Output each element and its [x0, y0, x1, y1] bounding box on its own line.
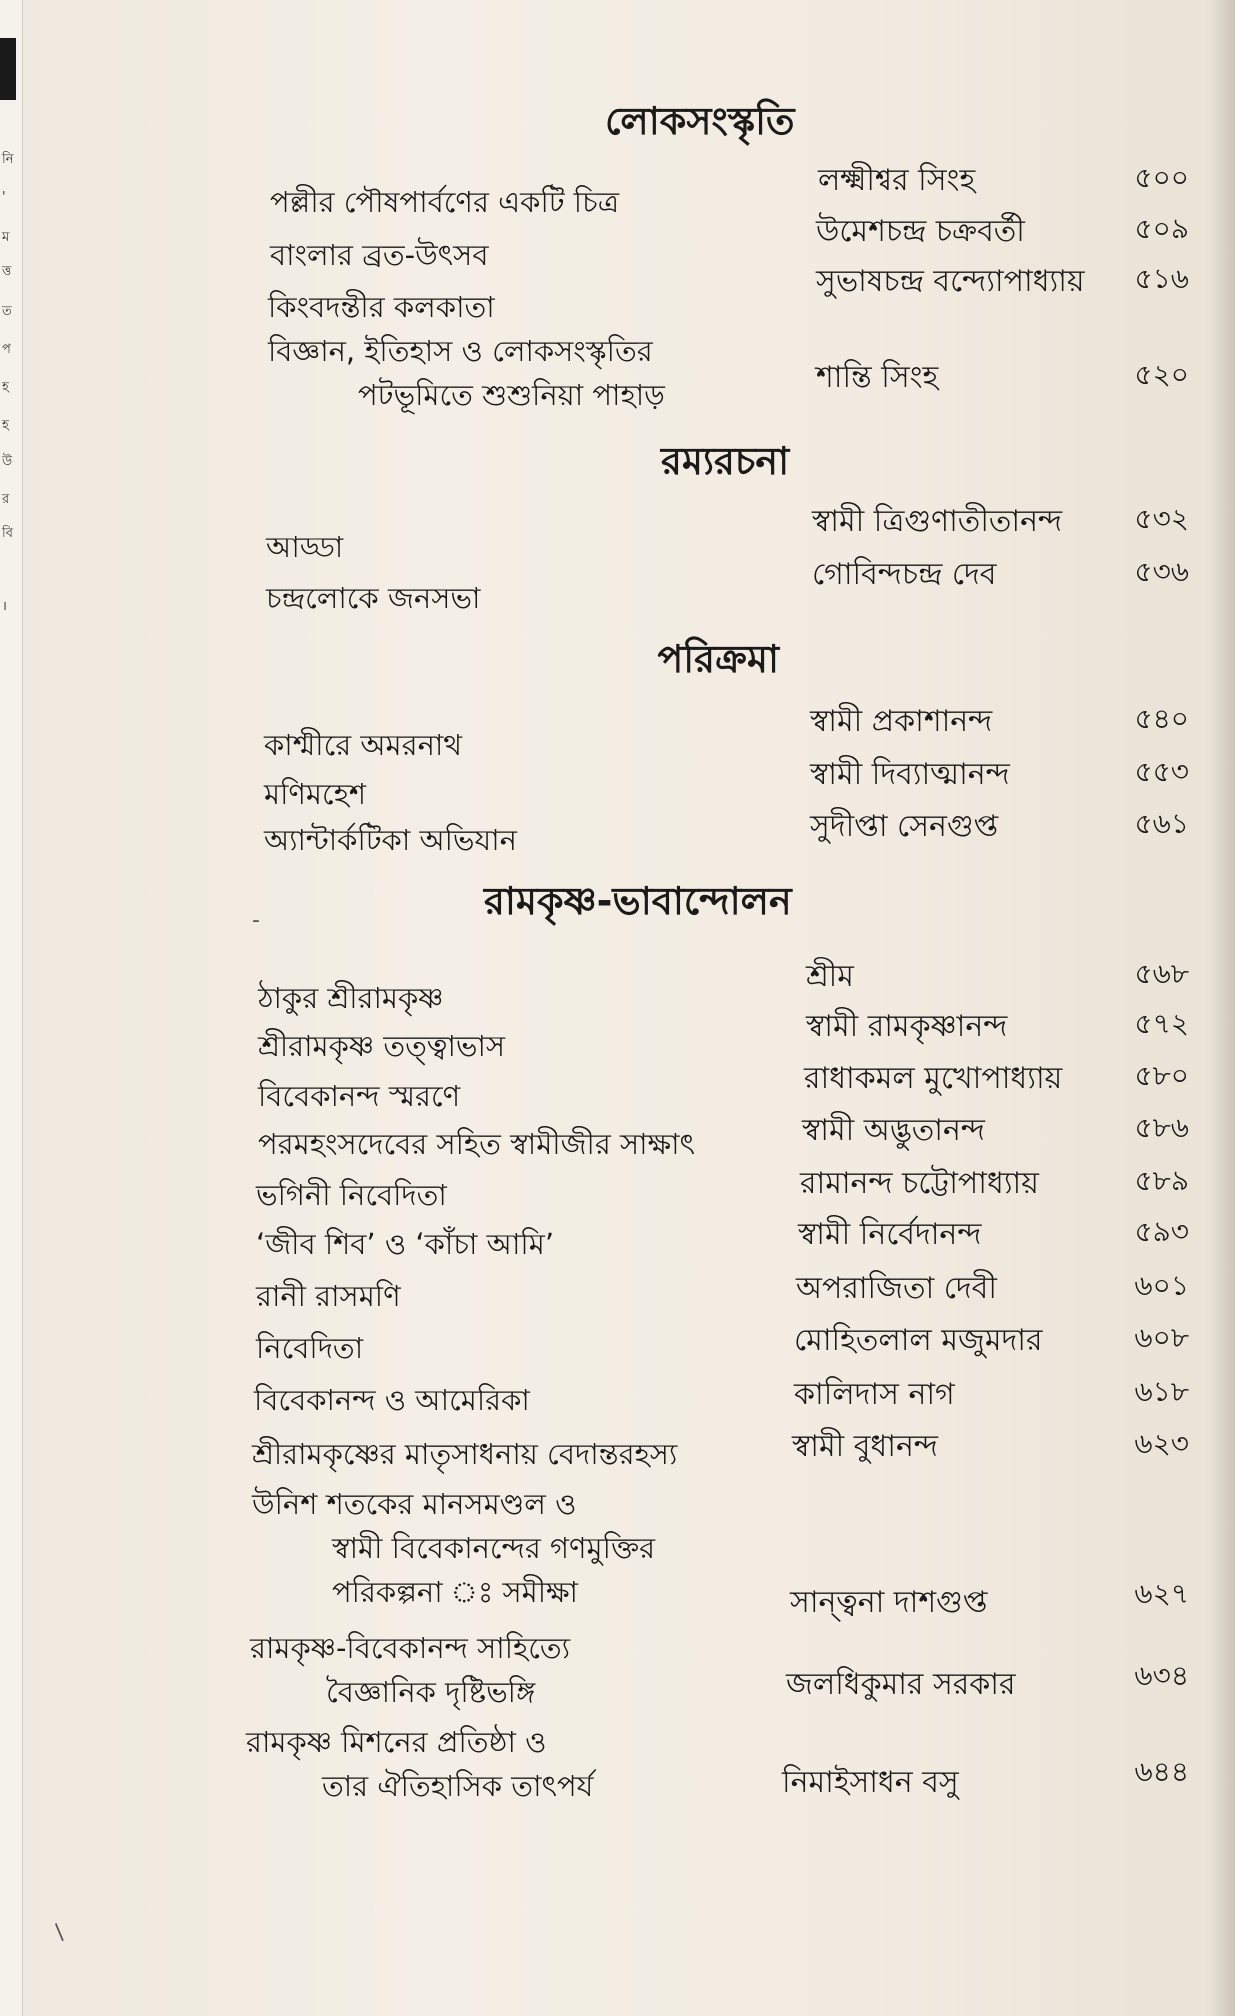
entry-author: উমেশচন্দ্র চক্রবর্তী: [816, 214, 1025, 249]
entry-author: স্বামী দিব্যাত্মানন্দ: [810, 757, 1010, 792]
entry-page-number: ৫৯৩: [1134, 1215, 1189, 1248]
entry-author: রামানন্দ চট্টোপাধ্যায়: [800, 1166, 1039, 1201]
entry-title: রামকৃষ্ণ-বিবেকানন্দ সাহিত্যে বৈজ্ঞানিক দৃষ্টিভঙ্গি: [250, 1631, 571, 1709]
entry-author: কালিদাস নাগ: [794, 1377, 955, 1412]
stray-mark: ‐: [252, 908, 260, 933]
entry-title: মণিমহেশ: [264, 777, 367, 811]
entry-author: সুভাষচন্দ্র বন্দ্যোপাধ্যায়: [816, 264, 1085, 299]
entry-page-number: ৫৬১: [1134, 807, 1189, 840]
entry-page-number: ৬১৮: [1134, 1375, 1189, 1408]
stray-mark: /: [48, 1920, 71, 1945]
entry-page-number: ৫৮০: [1134, 1059, 1189, 1092]
entry-page-number: ৫৪০: [1134, 702, 1189, 735]
entry-title: শ্রীরামকৃষ্ণ তত্ত্বাভাস: [258, 1029, 506, 1063]
gutter-fragment: নি: [2, 152, 14, 167]
entry-page-number: ৫৮৬: [1134, 1111, 1189, 1144]
entry-title: ভগিনী নিবেদিতা: [256, 1178, 447, 1212]
gutter-fragment: ত্ত: [2, 264, 12, 279]
gutter-fragment: ': [2, 190, 6, 205]
gutter-fragment: উ: [2, 454, 13, 469]
entry-page-number: ৫৫৩: [1134, 755, 1189, 788]
entry-title: কিংবদন্তীর কলকাতা: [268, 290, 495, 324]
page-edge-mark: [0, 38, 16, 100]
entry-page-number: ৬২৭: [1134, 1577, 1189, 1610]
entry-page-number: ৫৭২: [1134, 1007, 1189, 1040]
section-heading: রামকৃষ্ণ-ভাবান্দোলন: [484, 879, 792, 923]
entry-author: সুদীপ্তা সেনগুপ্ত: [810, 809, 999, 844]
entry-page-number: ৬০৮: [1134, 1321, 1189, 1354]
entry-title: উনিশ শতকের মানসমণ্ডল ও স্বামী বিবেকানন্দের গণমুক্তির পরিকল্পনা ঃ সমীক্ষা: [252, 1487, 656, 1609]
entry-author: রাধাকমল মুখোপাধ্যায়: [804, 1061, 1063, 1096]
entry-author: অপরাজিতা দেবী: [796, 1271, 997, 1306]
entry-author: মোহিতলাল মজুমদার: [794, 1323, 1043, 1358]
gutter-fragment: ম: [2, 230, 10, 245]
entry-author: স্বামী ত্রিগুণাতীতানন্দ: [812, 504, 1063, 539]
entry-title: বিবেকানন্দ স্মরণে: [258, 1079, 461, 1113]
entry-author: গোবিন্দচন্দ্র দেব: [812, 557, 997, 592]
entry-page-number: ৬২৩: [1134, 1427, 1189, 1460]
entry-title: ঠাকুর শ্রীরামকৃষ্ণ: [258, 981, 444, 1015]
gutter-fragment: ।: [2, 599, 7, 614]
entry-title: পরমহংসদেবের সহিত স্বামীজীর সাক্ষাৎ: [258, 1127, 695, 1161]
gutter-fragment: হ: [2, 418, 9, 433]
entry-title: আড্ডা: [266, 530, 344, 564]
entry-author: স্বামী বুধানন্দ: [792, 1429, 938, 1464]
book-spine-shadow: [1209, 0, 1235, 2016]
entry-author: স্বামী অদ্ভুতানন্দ: [802, 1113, 985, 1148]
entry-author: স্বামী প্রকাশানন্দ: [810, 704, 993, 739]
gutter-fragment: ত: [2, 304, 12, 319]
section-heading: রম্যরচনা: [661, 439, 790, 483]
entry-title: অ্যান্টার্কটিকা অভিযান: [264, 823, 517, 857]
entry-page-number: ৫০৯: [1134, 212, 1189, 245]
gutter-fragment: প: [2, 342, 11, 357]
entry-author: নিমাইসাধন বসু: [782, 1765, 959, 1800]
entry-title: চন্দ্রলোকে জনসভা: [266, 581, 481, 615]
entry-page-number: ৬৪৪: [1134, 1755, 1189, 1788]
entry-page-number: ৬৩৪: [1134, 1659, 1189, 1692]
section-heading: লোকসংস্কৃতি: [605, 99, 795, 143]
entry-author: সান্ত্বনা দাশগুপ্ত: [790, 1585, 988, 1620]
entry-page-number: ৫১৬: [1134, 262, 1189, 295]
entry-title: বিবেকানন্দ ও আমেরিকা: [254, 1383, 530, 1417]
entry-title: শ্রীরামকৃষ্ণের মাতৃসাধনায় বেদান্তরহস্য: [252, 1437, 678, 1471]
entry-title: রামকৃষ্ণ মিশনের প্রতিষ্ঠা ও তার ঐতিহাসিক তাৎপর্য: [246, 1725, 594, 1803]
entry-author: শান্তি সিংহ: [816, 360, 939, 395]
entry-title: পল্লীর পৌষপার্বণের একটি চিত্র: [270, 185, 620, 219]
previous-page-edge: [0, 0, 23, 2016]
entry-author: লক্ষ্মীশ্বর সিংহ: [818, 163, 976, 198]
section-heading: পরিক্রমা: [657, 637, 779, 681]
gutter-fragment: হ: [2, 380, 9, 395]
entry-title: রানী রাসমণি: [256, 1279, 401, 1313]
entry-title: বিজ্ঞান, ইতিহাস ও লোকসংস্কৃতির পটভূমিতে শুশুনিয়া পাহাড়: [268, 334, 665, 412]
entry-author: স্বামী নির্বেদানন্দ: [798, 1217, 982, 1252]
entry-page-number: ৫৩৬: [1134, 555, 1189, 588]
entry-page-number: ৫৬৮: [1134, 957, 1189, 990]
entry-page-number: ৫০০: [1134, 161, 1189, 194]
entry-title: কাশ্মীরে অমরনাথ: [264, 728, 463, 762]
entry-author: শ্রীম: [806, 959, 854, 994]
entry-title: বাংলার ব্রত-উৎসব: [270, 238, 489, 272]
entry-title: ‘জীব শিব’ ও ‘কাঁচা আমি’: [256, 1227, 555, 1261]
entry-page-number: ৬০১: [1134, 1269, 1189, 1302]
entry-author: স্বামী রামকৃষ্ণানন্দ: [806, 1009, 1008, 1044]
gutter-fragment: বি: [2, 526, 13, 541]
entry-page-number: ৫২০: [1134, 358, 1189, 391]
entry-page-number: ৫৮৯: [1134, 1164, 1189, 1197]
entry-author: জলধিকুমার সরকার: [786, 1667, 1016, 1702]
gutter-fragment: র: [2, 492, 10, 507]
entry-page-number: ৫৩২: [1134, 502, 1189, 535]
entry-title: নিবেদিতা: [256, 1331, 364, 1365]
